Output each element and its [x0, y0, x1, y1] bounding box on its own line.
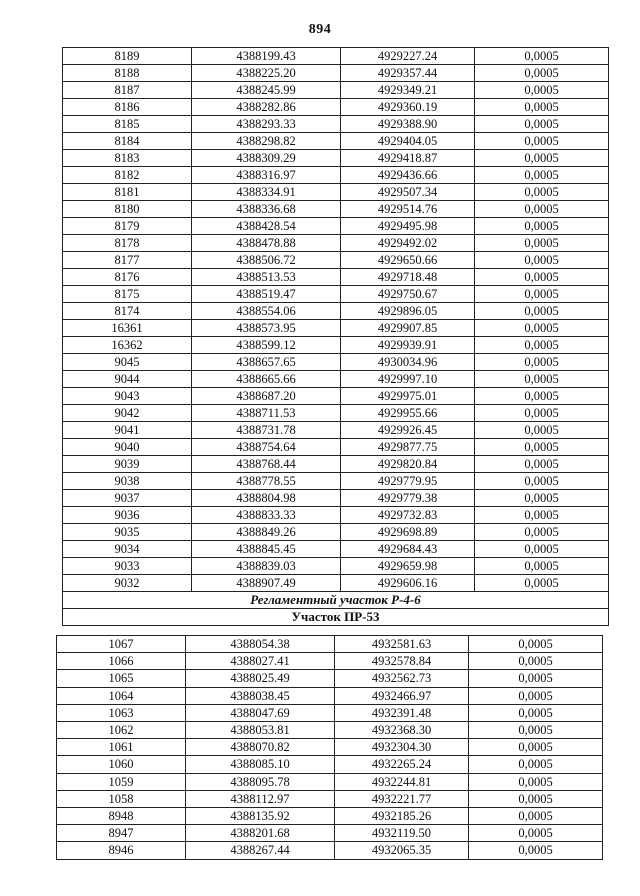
point-number: 9040: [63, 439, 192, 456]
coordinates-table-section: [56, 635, 603, 860]
x-coordinate: 4388309.29: [192, 150, 341, 167]
table-row: [63, 371, 609, 388]
point-number: 8180: [63, 201, 192, 218]
y-coordinate: 4929779.95: [341, 473, 475, 490]
subsection-heading-row: [63, 609, 609, 626]
x-coordinate: 4388573.95: [192, 320, 341, 337]
point-number: 9033: [63, 558, 192, 575]
point-number: 8174: [63, 303, 192, 320]
table-row: [63, 48, 609, 65]
x-coordinate: 4388687.20: [192, 388, 341, 405]
y-coordinate: 4929360.19: [341, 99, 475, 116]
table-row: [63, 65, 609, 82]
y-coordinate: 4929659.98: [341, 558, 475, 575]
y-coordinate: 4929698.89: [341, 524, 475, 541]
y-coordinate: 4929926.45: [341, 422, 475, 439]
x-coordinate: 4388085.10: [186, 756, 335, 773]
x-coordinate: 4388665.66: [192, 371, 341, 388]
point-number: 8175: [63, 286, 192, 303]
y-coordinate: 4932581.63: [335, 636, 469, 653]
point-number: 1059: [57, 773, 186, 790]
y-coordinate: 4929975.01: [341, 388, 475, 405]
x-coordinate: 4388298.82: [192, 133, 341, 150]
y-coordinate: 4929955.66: [341, 405, 475, 422]
tolerance-value: 0,0005: [475, 82, 609, 99]
point-number: 9042: [63, 405, 192, 422]
tolerance-value: 0,0005: [469, 790, 603, 807]
y-coordinate: 4929997.10: [341, 371, 475, 388]
tolerance-value: 0,0005: [475, 218, 609, 235]
point-number: 8176: [63, 269, 192, 286]
x-coordinate: 4388839.03: [192, 558, 341, 575]
point-number: 8185: [63, 116, 192, 133]
x-coordinate: 4388768.44: [192, 456, 341, 473]
y-coordinate: 4929492.02: [341, 235, 475, 252]
section-heading-row: [63, 592, 609, 609]
tolerance-value: 0,0005: [469, 704, 603, 721]
tolerance-value: 0,0005: [475, 422, 609, 439]
point-number: 9037: [63, 490, 192, 507]
x-coordinate: 4388711.53: [192, 405, 341, 422]
y-coordinate: 4929939.91: [341, 337, 475, 354]
x-coordinate: 4388225.20: [192, 65, 341, 82]
table-row: [63, 558, 609, 575]
table-row: [63, 388, 609, 405]
x-coordinate: 4388731.78: [192, 422, 341, 439]
table-row: [63, 116, 609, 133]
subsection-heading: Участок ПР-53: [63, 609, 609, 626]
x-coordinate: 4388199.43: [192, 48, 341, 65]
tolerance-value: 0,0005: [475, 133, 609, 150]
table-row: [63, 201, 609, 218]
y-coordinate: 4932368.30: [335, 722, 469, 739]
y-coordinate: 4929718.48: [341, 269, 475, 286]
table-row: [63, 252, 609, 269]
point-number: 8947: [57, 825, 186, 842]
x-coordinate: 4388316.97: [192, 167, 341, 184]
table-row: [57, 842, 603, 859]
tolerance-value: 0,0005: [475, 65, 609, 82]
y-coordinate: 4929820.84: [341, 456, 475, 473]
y-coordinate: 4932391.48: [335, 704, 469, 721]
y-coordinate: 4932185.26: [335, 808, 469, 825]
y-coordinate: 4932466.97: [335, 687, 469, 704]
y-coordinate: 4929357.44: [341, 65, 475, 82]
y-coordinate: 4929388.90: [341, 116, 475, 133]
point-number: 9038: [63, 473, 192, 490]
x-coordinate: 4388201.68: [186, 825, 335, 842]
y-coordinate: 4929349.21: [341, 82, 475, 99]
x-coordinate: 4388054.38: [186, 636, 335, 653]
table-row: [63, 473, 609, 490]
table-row: [63, 167, 609, 184]
table-row: [63, 507, 609, 524]
point-number: 8948: [57, 808, 186, 825]
x-coordinate: 4388112.97: [186, 790, 335, 807]
tolerance-value: 0,0005: [475, 473, 609, 490]
point-number: 9041: [63, 422, 192, 439]
tolerance-value: 0,0005: [475, 320, 609, 337]
point-number: 9043: [63, 388, 192, 405]
tolerance-value: 0,0005: [475, 252, 609, 269]
x-coordinate: 4388804.98: [192, 490, 341, 507]
tolerance-value: 0,0005: [475, 116, 609, 133]
table-row: [57, 636, 603, 653]
tolerance-value: 0,0005: [475, 269, 609, 286]
tolerance-value: 0,0005: [475, 354, 609, 371]
point-number: 8188: [63, 65, 192, 82]
tolerance-value: 0,0005: [475, 286, 609, 303]
point-number: 8186: [63, 99, 192, 116]
point-number: 9036: [63, 507, 192, 524]
y-coordinate: 4929606.16: [341, 575, 475, 592]
x-coordinate: 4388293.33: [192, 116, 341, 133]
tolerance-value: 0,0005: [475, 456, 609, 473]
x-coordinate: 4388833.33: [192, 507, 341, 524]
y-coordinate: 4929896.05: [341, 303, 475, 320]
tolerance-value: 0,0005: [469, 825, 603, 842]
x-coordinate: 4388506.72: [192, 252, 341, 269]
x-coordinate: 4388095.78: [186, 773, 335, 790]
x-coordinate: 4388025.49: [186, 670, 335, 687]
table-row: [57, 756, 603, 773]
point-number: 8178: [63, 235, 192, 252]
tolerance-value: 0,0005: [475, 167, 609, 184]
x-coordinate: 4388135.92: [186, 808, 335, 825]
point-number: 16362: [63, 337, 192, 354]
point-number: 1061: [57, 739, 186, 756]
x-coordinate: 4388245.99: [192, 82, 341, 99]
point-number: 8182: [63, 167, 192, 184]
table-row: [63, 320, 609, 337]
x-coordinate: 4388047.69: [186, 704, 335, 721]
table-row: [63, 303, 609, 320]
tolerance-value: 0,0005: [469, 773, 603, 790]
x-coordinate: 4388336.68: [192, 201, 341, 218]
point-number: 8189: [63, 48, 192, 65]
x-coordinate: 4388657.65: [192, 354, 341, 371]
tolerance-value: 0,0005: [475, 371, 609, 388]
tolerance-value: 0,0005: [475, 48, 609, 65]
x-coordinate: 4388554.06: [192, 303, 341, 320]
table-row: [57, 670, 603, 687]
y-coordinate: 4929877.75: [341, 439, 475, 456]
y-coordinate: 4932265.24: [335, 756, 469, 773]
table-row: [57, 653, 603, 670]
tolerance-value: 0,0005: [475, 201, 609, 218]
y-coordinate: 4929650.66: [341, 252, 475, 269]
y-coordinate: 4929779.38: [341, 490, 475, 507]
y-coordinate: 4929750.67: [341, 286, 475, 303]
coordinates-table: [62, 47, 609, 626]
y-coordinate: 4929907.85: [341, 320, 475, 337]
point-number: 8183: [63, 150, 192, 167]
point-number: 9035: [63, 524, 192, 541]
tolerance-value: 0,0005: [469, 739, 603, 756]
point-number: 1062: [57, 722, 186, 739]
tolerance-value: 0,0005: [469, 722, 603, 739]
point-number: 8187: [63, 82, 192, 99]
point-number: 8946: [57, 842, 186, 859]
tolerance-value: 0,0005: [475, 235, 609, 252]
table-row: [57, 773, 603, 790]
table-row: [63, 133, 609, 150]
point-number: 1063: [57, 704, 186, 721]
tolerance-value: 0,0005: [475, 303, 609, 320]
x-coordinate: 4388282.86: [192, 99, 341, 116]
tolerance-value: 0,0005: [475, 524, 609, 541]
tolerance-value: 0,0005: [475, 337, 609, 354]
x-coordinate: 4388907.49: [192, 575, 341, 592]
table-row: [63, 82, 609, 99]
tolerance-value: 0,0005: [469, 636, 603, 653]
x-coordinate: 4388519.47: [192, 286, 341, 303]
tolerance-value: 0,0005: [475, 541, 609, 558]
y-coordinate: 4930034.96: [341, 354, 475, 371]
y-coordinate: 4932578.84: [335, 653, 469, 670]
table-row: [63, 150, 609, 167]
table-row: [57, 722, 603, 739]
x-coordinate: 4388027.41: [186, 653, 335, 670]
x-coordinate: 4388478.88: [192, 235, 341, 252]
tolerance-value: 0,0005: [475, 405, 609, 422]
y-coordinate: 4929684.43: [341, 541, 475, 558]
table-row: [63, 405, 609, 422]
table-row: [63, 218, 609, 235]
y-coordinate: 4929514.76: [341, 201, 475, 218]
tolerance-value: 0,0005: [469, 670, 603, 687]
point-number: 16361: [63, 320, 192, 337]
y-coordinate: 4932562.73: [335, 670, 469, 687]
x-coordinate: 4388754.64: [192, 439, 341, 456]
y-coordinate: 4932221.77: [335, 790, 469, 807]
table-row: [63, 422, 609, 439]
table-row: [63, 439, 609, 456]
x-coordinate: 4388334.91: [192, 184, 341, 201]
table-row: [57, 808, 603, 825]
point-number: 9044: [63, 371, 192, 388]
y-coordinate: 4929732.83: [341, 507, 475, 524]
table-row: [63, 269, 609, 286]
point-number: 9045: [63, 354, 192, 371]
table-row: [63, 524, 609, 541]
point-number: 8181: [63, 184, 192, 201]
x-coordinate: 4388513.53: [192, 269, 341, 286]
tolerance-value: 0,0005: [475, 184, 609, 201]
x-coordinate: 4388428.54: [192, 218, 341, 235]
tolerance-value: 0,0005: [475, 575, 609, 592]
tolerance-value: 0,0005: [469, 653, 603, 670]
point-number: 1065: [57, 670, 186, 687]
table-row: [63, 286, 609, 303]
tolerance-value: 0,0005: [469, 687, 603, 704]
table-row: [63, 337, 609, 354]
table-row: [57, 704, 603, 721]
x-coordinate: 4388053.81: [186, 722, 335, 739]
point-number: 8179: [63, 218, 192, 235]
x-coordinate: 4388038.45: [186, 687, 335, 704]
tolerance-value: 0,0005: [475, 150, 609, 167]
table-row: [57, 687, 603, 704]
point-number: 1060: [57, 756, 186, 773]
tolerance-value: 0,0005: [475, 439, 609, 456]
x-coordinate: 4388070.82: [186, 739, 335, 756]
x-coordinate: 4388599.12: [192, 337, 341, 354]
x-coordinate: 4388778.55: [192, 473, 341, 490]
point-number: 1064: [57, 687, 186, 704]
y-coordinate: 4932304.30: [335, 739, 469, 756]
y-coordinate: 4929227.24: [341, 48, 475, 65]
x-coordinate: 4388849.26: [192, 524, 341, 541]
y-coordinate: 4929404.05: [341, 133, 475, 150]
section-heading: Регламентный участок Р-4-6: [63, 592, 609, 609]
tolerance-value: 0,0005: [475, 388, 609, 405]
tolerance-value: 0,0005: [469, 842, 603, 859]
point-number: 8177: [63, 252, 192, 269]
tolerance-value: 0,0005: [475, 507, 609, 524]
page-number: 894: [308, 22, 332, 37]
table-row: [63, 235, 609, 252]
y-coordinate: 4932065.35: [335, 842, 469, 859]
table-row: [63, 490, 609, 507]
x-coordinate: 4388845.45: [192, 541, 341, 558]
table-row: [57, 790, 603, 807]
y-coordinate: 4932119.50: [335, 825, 469, 842]
y-coordinate: 4929507.34: [341, 184, 475, 201]
point-number: 9039: [63, 456, 192, 473]
table-row: [63, 99, 609, 116]
table-row: [57, 739, 603, 756]
y-coordinate: 4929436.66: [341, 167, 475, 184]
point-number: 1058: [57, 790, 186, 807]
point-number: 9032: [63, 575, 192, 592]
table-row: [57, 825, 603, 842]
table-row: [63, 575, 609, 592]
point-number: 1066: [57, 653, 186, 670]
point-number: 1067: [57, 636, 186, 653]
table-row: [63, 456, 609, 473]
y-coordinate: 4929418.87: [341, 150, 475, 167]
point-number: 9034: [63, 541, 192, 558]
point-number: 8184: [63, 133, 192, 150]
tolerance-value: 0,0005: [469, 756, 603, 773]
tolerance-value: 0,0005: [475, 99, 609, 116]
table-row: [63, 354, 609, 371]
tolerance-value: 0,0005: [475, 490, 609, 507]
table-row: [63, 541, 609, 558]
table-row: [63, 184, 609, 201]
x-coordinate: 4388267.44: [186, 842, 335, 859]
tolerance-value: 0,0005: [469, 808, 603, 825]
tolerance-value: 0,0005: [475, 558, 609, 575]
y-coordinate: 4929495.98: [341, 218, 475, 235]
y-coordinate: 4932244.81: [335, 773, 469, 790]
